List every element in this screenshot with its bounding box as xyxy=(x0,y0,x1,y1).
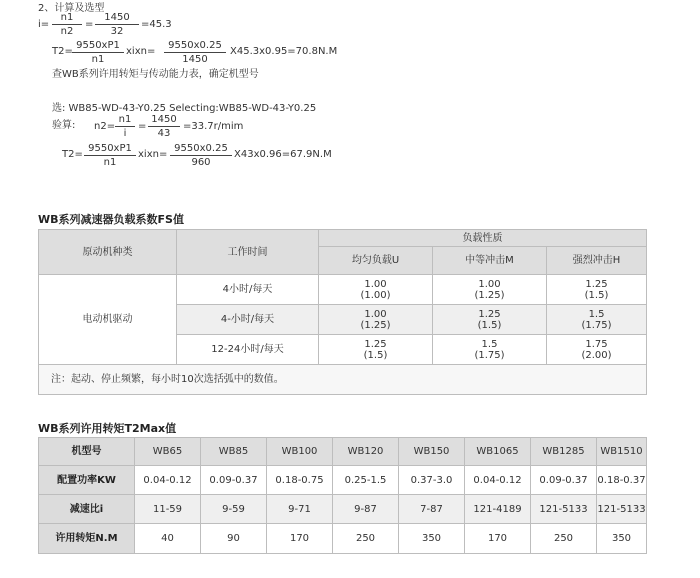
eq4-f2-num: 9550x0.25 xyxy=(170,143,232,156)
t2-cell: 0.09-0.37 xyxy=(531,466,597,495)
eq4-frac1 xyxy=(84,143,136,169)
calc-line3: 查WB系列许用转矩与传动能力表，确定机型号 xyxy=(52,69,259,80)
t2-cell: WB100 xyxy=(267,438,333,466)
t2-cell: 9-59 xyxy=(201,495,267,524)
t2-row-label: 减速比i xyxy=(39,495,135,524)
fs-value-cell: 1.00 (1.00) xyxy=(319,275,433,305)
t2-cell: WB150 xyxy=(399,438,465,466)
fs-time-cell: 12-24小时/每天 xyxy=(177,335,319,365)
eq4-result: X43x0.96=67.9N.M xyxy=(234,149,332,160)
eq2-prefix: T2= xyxy=(52,46,73,57)
fs-value-cell: 1.75 (2.00) xyxy=(547,335,647,365)
t2-cell: 9-71 xyxy=(267,495,333,524)
eq3-result: =33.7r/mim xyxy=(183,121,244,132)
t2-cell: 350 xyxy=(399,524,465,554)
eq1-f1-num: n1 xyxy=(52,12,82,25)
eq4-f1-num: 9550xP1 xyxy=(84,143,136,156)
t2-cell: 0.09-0.37 xyxy=(201,466,267,495)
eq1-prefix: i= xyxy=(38,19,50,30)
t2-cell: 170 xyxy=(267,524,333,554)
t2-cell: WB1510 xyxy=(597,438,647,466)
fs-header-time: 工作时间 xyxy=(177,230,319,275)
selection-line: 选: WB85-WD-43-Y0.25 Selecting:WB85-WD-43-Y0.25 xyxy=(52,103,317,114)
eq3-prefix: n2= xyxy=(94,121,116,132)
fs-table-title: WB系列减速器负载系数FS值 xyxy=(38,213,184,226)
t2-cell: 250 xyxy=(333,524,399,554)
eq2-mid: xixn= xyxy=(126,46,156,57)
eq4-f1-den: n1 xyxy=(103,157,117,168)
fs-header-load: 负载性质 xyxy=(319,230,647,247)
t2-cell: WB1065 xyxy=(465,438,531,466)
t2-cell: 121-5133 xyxy=(597,495,647,524)
t2-cell: 0.04-0.12 xyxy=(135,466,201,495)
fs-note: 注：起动、停止频繁，每小时10次选括弧中的数值。 xyxy=(39,365,647,395)
eq2-f2-den: 1450 xyxy=(182,54,208,65)
t2-row-ratio xyxy=(39,495,647,524)
eq2-frac1 xyxy=(72,40,124,66)
eq2-f2-num: 9550x0.25 xyxy=(164,40,226,53)
fs-time-cell: 4-小时/每天 xyxy=(177,305,319,335)
fs-subheader-heavy: 强烈冲击H xyxy=(547,247,647,275)
fs-header-motor: 原动机种类 xyxy=(39,230,177,275)
t2-row-label: 机型号 xyxy=(39,438,135,466)
fs-value-cell: 1.25 (1.5) xyxy=(319,335,433,365)
eq3-f2-num: 1450 xyxy=(148,114,180,127)
eq4-prefix: T2= xyxy=(62,149,83,160)
t2-row-label: 配置功率KW xyxy=(39,466,135,495)
eq2-frac2 xyxy=(164,40,226,66)
calc-title: 2、计算及选型 xyxy=(38,3,105,14)
t2-cell: 7-87 xyxy=(399,495,465,524)
t2-cell: 40 xyxy=(135,524,201,554)
eq1-f2-den: 32 xyxy=(110,26,124,37)
eq1-result: =45.3 xyxy=(141,19,172,30)
t2-cell: 170 xyxy=(465,524,531,554)
t2-cell: 9-87 xyxy=(333,495,399,524)
eq4-frac2 xyxy=(170,143,232,169)
t2-cell: 90 xyxy=(201,524,267,554)
t2-cell: 121-5133 xyxy=(531,495,597,524)
fs-motor-cell: 电动机驱动 xyxy=(39,275,177,365)
fs-value-cell: 1.5 (1.75) xyxy=(547,305,647,335)
fs-subheader-uniform: 均匀负载U xyxy=(319,247,433,275)
eq1-frac2 xyxy=(95,12,139,38)
eq1-frac1 xyxy=(52,12,82,38)
eq1-f1-den: n2 xyxy=(60,26,74,37)
t2-cell: 121-4189 xyxy=(465,495,531,524)
t2-row-torque xyxy=(39,524,647,554)
t2-row-power xyxy=(39,466,647,495)
fs-table xyxy=(38,229,647,395)
eq3-f2-den: 43 xyxy=(157,128,171,139)
fs-value-cell: 1.00 (1.25) xyxy=(433,275,547,305)
t2-cell: 250 xyxy=(531,524,597,554)
eq3-f1-num: n1 xyxy=(115,114,135,127)
fs-value-cell: 1.5 (1.75) xyxy=(433,335,547,365)
eq2-result: X45.3x0.95=70.8N.M xyxy=(230,46,338,57)
t2-cell: 0.18-0.37 xyxy=(597,466,647,495)
t2-cell: WB120 xyxy=(333,438,399,466)
eq3-frac1 xyxy=(115,114,135,140)
t2-cell: 0.25-1.5 xyxy=(333,466,399,495)
eq3-equals: = xyxy=(138,121,147,132)
fs-value-cell: 1.25 (1.5) xyxy=(547,275,647,305)
verify-label: 验算: xyxy=(52,120,76,131)
eq2-f1-num: 9550xP1 xyxy=(72,40,124,53)
fs-row xyxy=(39,275,647,305)
eq3-frac2 xyxy=(148,114,180,140)
t2-cell: 0.37-3.0 xyxy=(399,466,465,495)
eq3-f1-den: i xyxy=(123,128,127,139)
t2-table xyxy=(38,437,647,554)
t2-cell: 0.04-0.12 xyxy=(465,466,531,495)
t2-cell: 350 xyxy=(597,524,647,554)
eq4-mid: xixn= xyxy=(138,149,168,160)
fs-time-cell: 4小时/每天 xyxy=(177,275,319,305)
eq2-f1-den: n1 xyxy=(91,54,105,65)
fs-subheader-medium: 中等冲击M xyxy=(433,247,547,275)
fs-value-cell: 1.25 (1.5) xyxy=(433,305,547,335)
t2-row-model xyxy=(39,438,647,466)
eq1-equals: = xyxy=(85,19,94,30)
t2-cell: WB65 xyxy=(135,438,201,466)
t2-cell: WB85 xyxy=(201,438,267,466)
t2-cell: WB1285 xyxy=(531,438,597,466)
t2-cell: 0.18-0.75 xyxy=(267,466,333,495)
fs-value-cell: 1.00 (1.25) xyxy=(319,305,433,335)
t2-cell: 11-59 xyxy=(135,495,201,524)
t2-table-title: WB系列许用转矩T2Max值 xyxy=(38,422,177,435)
t2-row-label: 许用转矩N.M xyxy=(39,524,135,554)
eq1-f2-num: 1450 xyxy=(95,12,139,25)
eq4-f2-den: 960 xyxy=(191,157,211,168)
